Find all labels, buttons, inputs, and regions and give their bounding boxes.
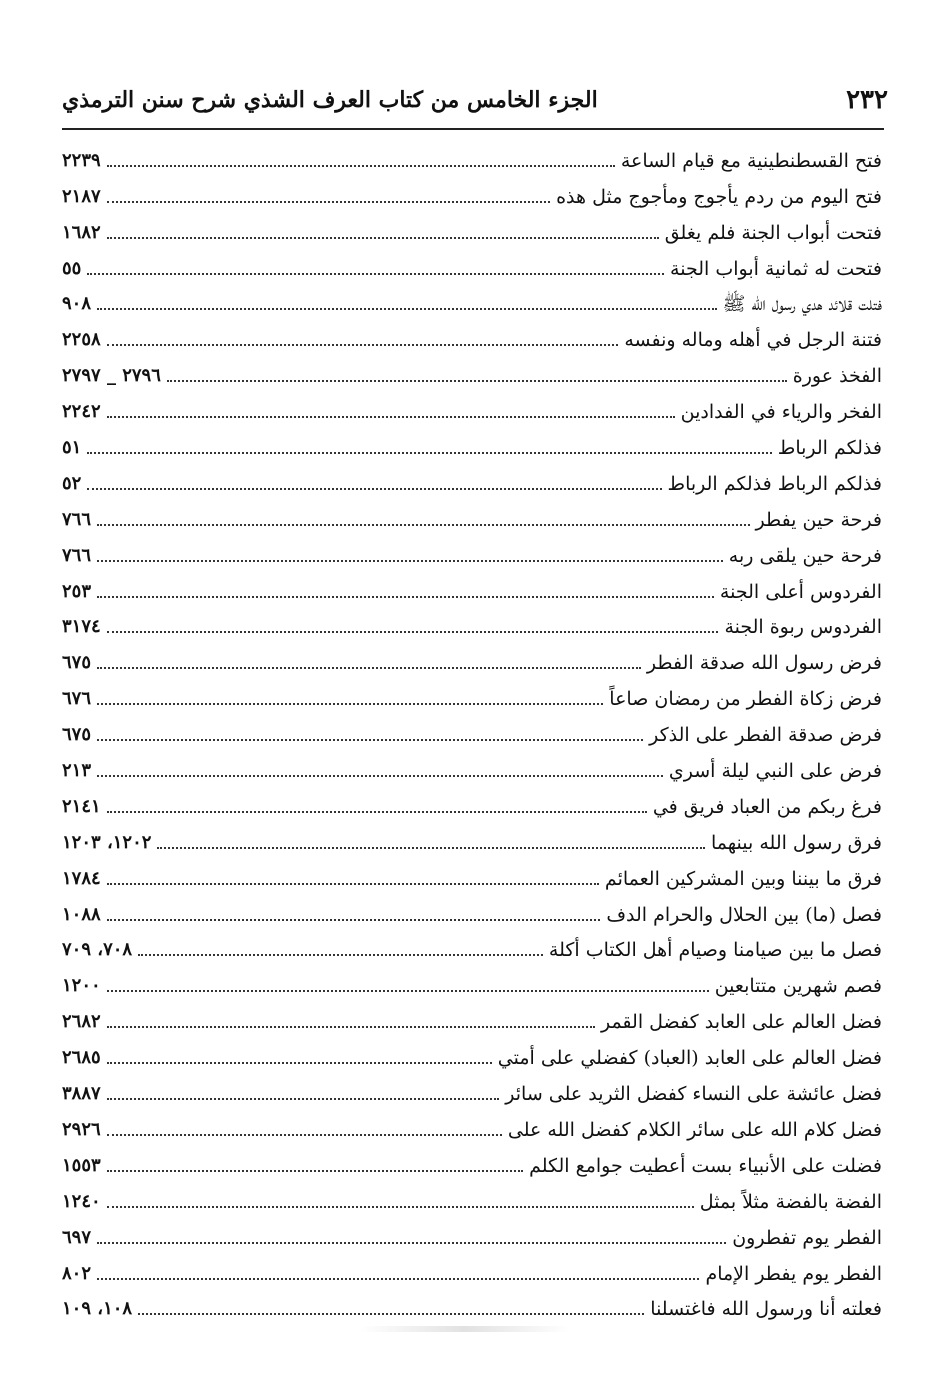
dot-leader [107, 631, 719, 633]
header-divider [62, 128, 884, 130]
dot-leader [167, 380, 787, 382]
dot-leader [97, 703, 603, 705]
dot-leader [107, 1134, 502, 1136]
dot-leader [97, 308, 716, 310]
entry-reference: ١٥٥٣ [62, 1154, 101, 1176]
index-entry [62, 176, 882, 212]
entry-text: فرق رسول الله بينهما [711, 831, 882, 854]
entry-text: فرق ما بيننا وبين المشركين العمائم [604, 867, 882, 890]
entry-reference: ٥١ [62, 437, 82, 459]
index-entry [62, 1145, 882, 1181]
entry-reference: ١٢٠٢، ١٢٠٣ [62, 831, 152, 853]
index-entry [62, 1289, 882, 1325]
dot-leader [138, 954, 543, 956]
index-entry [62, 678, 882, 714]
entry-reference: ٢١٤١ [62, 795, 101, 817]
index-entry [62, 750, 882, 786]
index-entry [62, 248, 882, 284]
index-entry [62, 319, 882, 355]
index-entry [62, 571, 882, 607]
dot-leader [138, 1313, 644, 1315]
index-entry [62, 714, 882, 750]
entry-reference: ٢٦٨٥ [62, 1047, 101, 1069]
entry-text: فرغ ربكم من العباد فريق في [652, 795, 882, 818]
entry-reference: ٢٥٣ [62, 580, 92, 602]
entry-text: فرض صدقة الفطر على الذكر [649, 724, 882, 747]
dot-leader [107, 1062, 492, 1064]
dot-leader [107, 919, 601, 921]
entry-text: فضل كلام الله على سائر الكلام كفضل الله على [507, 1118, 882, 1141]
entry-reference: ١٠٨، ١٠٩ [62, 1298, 133, 1320]
scan-artifact [360, 1326, 570, 1332]
dot-leader [107, 1170, 523, 1172]
entry-text: فصم شهرين متتابعين [714, 975, 882, 998]
entry-text: فصل ما بين صيامنا وصيام أهل الكتاب أكلة [548, 939, 882, 962]
entry-reference: ١٢٤٠ [62, 1190, 101, 1212]
dot-leader [97, 560, 723, 562]
dot-leader [97, 1278, 699, 1280]
entry-reference: ٦٧٥ [62, 652, 92, 674]
entry-reference: ٨٠٢ [62, 1262, 92, 1284]
dot-leader [97, 1242, 726, 1244]
page-number: ٢٣٢ [846, 85, 888, 115]
entry-reference: ٢٢٣٩ [62, 149, 101, 171]
index-entry [62, 858, 882, 894]
entry-reference: ٣٨٨٧ [62, 1083, 101, 1105]
index-entry [62, 284, 882, 320]
entry-reference: ٧٠٨، ٧٠٩ [62, 939, 133, 961]
dot-leader [87, 452, 771, 454]
dot-leader [157, 847, 705, 849]
dot-leader [97, 739, 643, 741]
entry-text: فعلته أنا ورسول الله فاغتسلنا [650, 1298, 882, 1321]
dot-leader [107, 416, 675, 418]
dot-leader [107, 1026, 595, 1028]
entry-reference: ٦٩٧ [62, 1226, 92, 1248]
dot-leader [107, 990, 709, 992]
entry-reference: ٥٥ [62, 257, 82, 279]
entry-text: الفردوس ربوة الجنة [724, 616, 882, 639]
index-entry [62, 930, 882, 966]
dot-leader [107, 165, 615, 167]
entry-text: فتحت أبواب الجنة فلم يغلق [664, 221, 882, 244]
entry-reference: ١٧٨٤ [62, 867, 101, 889]
entry-text: الفخذ عورة [792, 365, 882, 388]
entry-text: فرحة حين يفطر [755, 508, 882, 531]
dot-leader [97, 524, 749, 526]
entry-reference: ٢٢٥٨ [62, 329, 101, 351]
entry-reference: ٢١٣ [62, 760, 92, 782]
entry-text: فرض رسول الله صدقة الفطر [646, 652, 882, 675]
entry-text: فضل عائشة على النساء كفضل الثريد على سائر [505, 1083, 882, 1106]
entry-text: فرض زكاة الفطر من رمضان صاعاً [609, 688, 882, 711]
index-entry [62, 535, 882, 571]
index-entry [62, 1001, 882, 1037]
entry-reference: ١٦٨٢ [62, 221, 101, 243]
dot-leader [97, 596, 714, 598]
dot-leader [107, 883, 599, 885]
entry-reference: ٢٩٢٦ [62, 1118, 101, 1140]
entry-reference: ٢١٨٧ [62, 185, 101, 207]
index-entry [62, 1037, 882, 1073]
entry-reference: ١٠٨٨ [62, 903, 101, 925]
entry-text: فتح القسطنطينية مع قيام الساعة [620, 149, 882, 172]
entry-text: فتنة الرجل في أهله وماله ونفسه [624, 329, 882, 352]
index-entry [62, 1253, 882, 1289]
entry-text: فذلكم الرباط فذلكم الرباط [667, 472, 882, 495]
entry-text: فتلت قلائد هدي رسول الله ﷺ [722, 293, 882, 316]
dot-leader [107, 811, 647, 813]
dot-leader [87, 488, 661, 490]
entry-text: الفضة بالفضة مثلاً بمثل [699, 1190, 882, 1213]
index-entry [62, 894, 882, 930]
index-entry [62, 1073, 882, 1109]
index-entry [62, 212, 882, 248]
entry-reference: ٦٧٥ [62, 724, 92, 746]
entry-reference: ٢٢٤٢ [62, 401, 101, 423]
entry-text: فتح اليوم من ردم يأجوج ومأجوج مثل هذه [556, 185, 882, 208]
index-entry [62, 786, 882, 822]
entry-text: فرض على النبي ليلة أسري [668, 760, 882, 783]
dot-leader [97, 775, 663, 777]
entry-reference: ٢٧٩٦ _ ٢٧٩٧ [62, 365, 161, 387]
index-entry [62, 391, 882, 427]
entry-text: فضل العالم على العابد (العباد) كفضلي على أمتي [497, 1047, 882, 1070]
index-entry [62, 642, 882, 678]
dot-leader [87, 273, 664, 275]
entry-reference: ٩٠٨ [62, 293, 92, 315]
dot-leader [107, 344, 619, 346]
hadith-index-list [62, 140, 882, 1324]
page-header [62, 80, 888, 120]
dot-leader [107, 1098, 500, 1100]
index-entry [62, 355, 882, 391]
entry-text: الفطر يوم تفطرون [732, 1226, 882, 1249]
entry-text: فصل (ما) بين الحلال والحرام الدف [606, 903, 882, 926]
entry-reference: ١٢٠٠ [62, 975, 101, 997]
index-entry [62, 499, 882, 535]
index-entry [62, 1217, 882, 1253]
entry-reference: ٦٧٦ [62, 688, 92, 710]
entry-text: فضل العالم على العابد كفضل القمر [600, 1011, 882, 1034]
index-entry [62, 427, 882, 463]
entry-text: فتحت له ثمانية أبواب الجنة [670, 257, 882, 280]
index-entry [62, 140, 882, 176]
entry-text: الفطر يوم يفطر الإمام [705, 1262, 882, 1285]
entry-reference: ٢٦٨٢ [62, 1011, 101, 1033]
entry-reference: ٧٦٦ [62, 508, 92, 530]
index-entry [62, 463, 882, 499]
dot-leader [97, 667, 641, 669]
entry-reference: ٣١٧٤ [62, 616, 101, 638]
dot-leader [107, 201, 550, 203]
index-entry [62, 607, 882, 643]
index-entry [62, 1109, 882, 1145]
dot-leader [107, 237, 659, 239]
index-entry [62, 965, 882, 1001]
running-title: الجزء الخامس من كتاب العرف الشذي شرح سنن الترمذي [62, 87, 598, 113]
dot-leader [107, 1206, 694, 1208]
index-entry [62, 1181, 882, 1217]
entry-text: الفردوس أعلى الجنة [719, 580, 882, 603]
entry-reference: ٥٢ [62, 472, 82, 494]
entry-text: فضلت على الأنبياء بست أعطيت جوامع الكلم [529, 1154, 882, 1177]
entry-text: الفخر والرياء في الفدادين [680, 401, 882, 424]
entry-reference: ٧٦٦ [62, 544, 92, 566]
entry-text: فذلكم الرباط [777, 437, 882, 460]
entry-text: فرحة حين يلقى ربه [728, 544, 882, 567]
index-entry [62, 822, 882, 858]
